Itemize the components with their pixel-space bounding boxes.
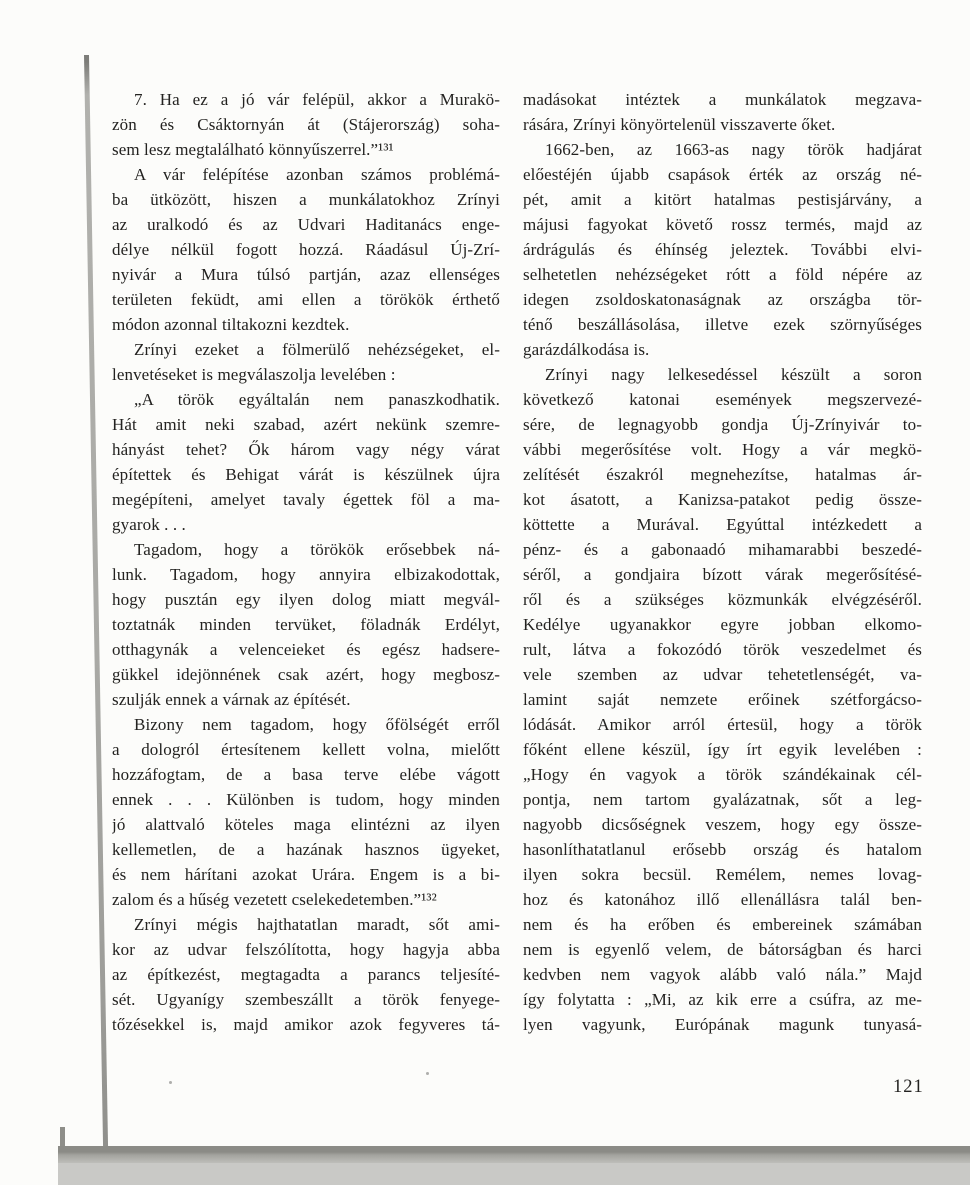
text-line: vábbi megerősítése volt. Hogy a vár megkö-: [523, 440, 922, 459]
text-line: tőzésekkel is, majd amikor azok fegyveres tá-: [112, 1015, 500, 1034]
text-line: 1662-ben, az 1663-as nagy török hadjárat: [545, 140, 922, 159]
text-line: rult, látva a fokozódó török veszedelmet és: [523, 640, 922, 659]
text-line: lamint saját nemzete erőinek szétforgácso-: [523, 690, 922, 709]
text-line: otthagynák a velenceieket és egész hadsere-: [112, 640, 500, 659]
paragraph: [112, 712, 500, 912]
text-line: toztatnák minden tervüket, föladnák Erdélyt,: [112, 615, 500, 634]
scanner-bottom-shadow: [58, 1163, 970, 1185]
text-line: hoz és katonához illő ellenállásra talál ben-: [523, 890, 922, 909]
text-line: hogy pusztán egy ilyen dolog miatt megvál-: [112, 590, 500, 609]
text-line: ilyen sokra becsül. Remélem, nemes lovag-: [523, 865, 922, 884]
text-line: zön és Csáktornyán át (Stájerország) soha-: [112, 115, 500, 134]
text-line: ennek . . . Különben is tudom, hogy minden: [112, 790, 500, 809]
text-line: az uralkodó és az Udvari Haditanács enge-: [112, 215, 500, 234]
text-line: hasonlíthatatlanul erősebb ország és hatalom: [523, 840, 922, 859]
text-line: előestéjén újabb csapások érték az ország né-: [523, 165, 922, 184]
text-line: szulják ennek a várnak az építését.: [112, 690, 351, 709]
text-line: vele szemben az udvar tehetetlenségét, va-: [523, 665, 922, 684]
paragraph: [112, 337, 500, 387]
text-line: Hát amit neki szabad, azért nekünk szemre-: [112, 415, 500, 434]
text-line: Zrínyi nagy lelkesedéssel készült a soron: [545, 365, 922, 384]
text-column-right: [523, 87, 922, 1037]
text-line: kellemetlen, de a hazának hasznos ügyeket,: [112, 840, 500, 859]
text-line: építettek és Behigat várát is készülnek újra: [112, 465, 500, 484]
text-line: a dologról értesítenem kellett volna, mielőtt: [112, 740, 500, 759]
text-line: árdrágulás és éhínség jeleztek. További elvi-: [523, 240, 922, 259]
text-column-left: [112, 87, 500, 1037]
text-line: nem és ha erőben és embereinek számában: [523, 915, 922, 934]
text-line: Zrínyi mégis hajthatatlan maradt, sőt ami-: [134, 915, 500, 934]
text-line: az építkezést, megtagadta a parancs teljesíté-: [112, 965, 500, 984]
text-line: lenvetéseket is megválaszolja levelében :: [112, 365, 396, 384]
text-line: főként ellene készül, így írt egyik levelében :: [523, 740, 922, 759]
text-line: sére, de legnagyobb gondja Új-Zrínyivár to-: [523, 415, 922, 434]
text-line: ba ütközött, hiszen a munkálatokhoz Zrínyi: [112, 190, 500, 209]
text-line: területen feküdt, ami ellen a törökök érthető: [112, 290, 500, 309]
text-line: kor az udvar felszólította, hogy hagyja abba: [112, 940, 500, 959]
text-line: hányást tehet? Ők három vagy négy várat: [112, 440, 500, 459]
text-line: zelítését északról megnehezítse, hatalmas ár-: [523, 465, 922, 484]
text-line: kedvben nem vagyok alább való nála.” Majd: [523, 965, 922, 984]
text-line: sem lesz megtalálható könnyűszerrel.”¹³¹: [112, 140, 394, 159]
text-line: pénz- és a gabonaadó mihamarabbi beszedé-: [523, 540, 922, 559]
page-number: 121: [893, 1077, 924, 1097]
text-line: köttette a Murával. Egyúttal intézkedett a: [523, 515, 922, 534]
paragraph: [112, 537, 500, 712]
text-line: A vár felépítése azonban számos problémá-: [134, 165, 500, 184]
text-line: Bizony nem tagadom, hogy őfölségét erről: [134, 715, 500, 734]
text-line: ről és a szükséges közmunkák elvégzéséről.: [523, 590, 922, 609]
text-line: májusi fagyokat követő rossz termés, majd az: [523, 215, 922, 234]
text-line: Kedélye ugyanakkor egyre jobban elkomo-: [523, 615, 922, 634]
text-line: idegen zsoldoskatonaságnak az országba tör-: [523, 290, 922, 309]
text-line: kot ásatott, a Kanizsa-patakot pedig össze-: [523, 490, 922, 509]
text-line: lódását. Amikor arról értesül, hogy a török: [523, 715, 922, 734]
scan-artifact-dot: [169, 1081, 172, 1084]
text-line: hozzáfogtam, de a basa terve elébe vágott: [112, 765, 500, 784]
text-line: és nem hárítani azokat Urára. Engem is a bi-: [112, 865, 500, 884]
text-line: garázdálkodása is.: [523, 340, 650, 359]
paragraph: [112, 912, 500, 1037]
text-line: séről, a gondjaira bízott várak megerősítésé-: [523, 565, 922, 584]
text-line: zalom és a hűség vezetett cselekedetemben.”¹³²: [112, 890, 437, 909]
text-line: pontja, nem tartom gyalázatnak, sőt a leg-: [523, 790, 922, 809]
text-line: nyivár a Mura túlsó partján, azaz ellenséges: [112, 265, 500, 284]
paragraph: [112, 87, 500, 162]
text-line: selhetetlen nehézségeket rótt a föld népére az: [523, 265, 922, 284]
paragraph: [523, 87, 922, 137]
text-line: lyen vagyunk, Európának magunk tunyasá-: [523, 1015, 922, 1034]
text-line: sét. Ugyanígy szembeszállt a török fenyege-: [112, 990, 500, 1009]
text-line: délye nélkül fogott hozzá. Ráadásul Új-Zrí-: [112, 240, 500, 259]
page-gutter-shadow: [84, 55, 108, 1151]
paragraph: [523, 362, 922, 1037]
paragraph: [112, 387, 500, 537]
text-line: így folytatta : „Mi, az kik erre a csúfra, az me-: [523, 990, 922, 1009]
text-line: nem is egyenlő velem, de bátorságban és harci: [523, 940, 922, 959]
paragraph: [523, 137, 922, 362]
text-line: rására, Zrínyi könyörtelenül visszaverte őket.: [523, 115, 836, 134]
page-bottom-edge: [58, 1146, 970, 1163]
text-line: jó alattvaló köteles maga elintézni az ilyen: [112, 815, 500, 834]
text-line: gükkel idejönnének csak azért, hogy megbosz-: [112, 665, 500, 684]
text-line: következő katonai események megszervezé-: [523, 390, 922, 409]
text-line: nagyobb dicsőségnek veszem, hogy egy össze-: [523, 815, 922, 834]
text-line: madásokat intéztek a munkálatok megzava-: [523, 90, 922, 109]
scan-artifact-dot: [426, 1072, 429, 1075]
text-line: módon azonnal tiltakozni kezdtek.: [112, 315, 350, 334]
text-line: ténő beszállásolása, illetve ezek szörnyűséges: [523, 315, 922, 334]
text-line: Tagadom, hogy a törökök erősebbek ná-: [134, 540, 500, 559]
text-line: pét, amit a kitört hatalmas pestisjárvány, a: [523, 190, 922, 209]
text-line: 7. Ha ez a jó vár felépül, akkor a Murakö-: [134, 90, 500, 109]
text-line: lunk. Tagadom, hogy annyira elbizakodottak,: [112, 565, 500, 584]
text-line: „A török egyáltalán nem panaszkodhatik.: [134, 390, 500, 409]
paragraph: [112, 162, 500, 337]
text-line: Zrínyi ezeket a fölmerülő nehézségeket, el-: [134, 340, 500, 359]
text-line: „Hogy én vagyok a török szándékainak cél-: [523, 765, 922, 784]
text-line: megépíteni, amelyet tavaly égettek föl a ma-: [112, 490, 500, 509]
text-line: gyarok . . .: [112, 515, 186, 534]
